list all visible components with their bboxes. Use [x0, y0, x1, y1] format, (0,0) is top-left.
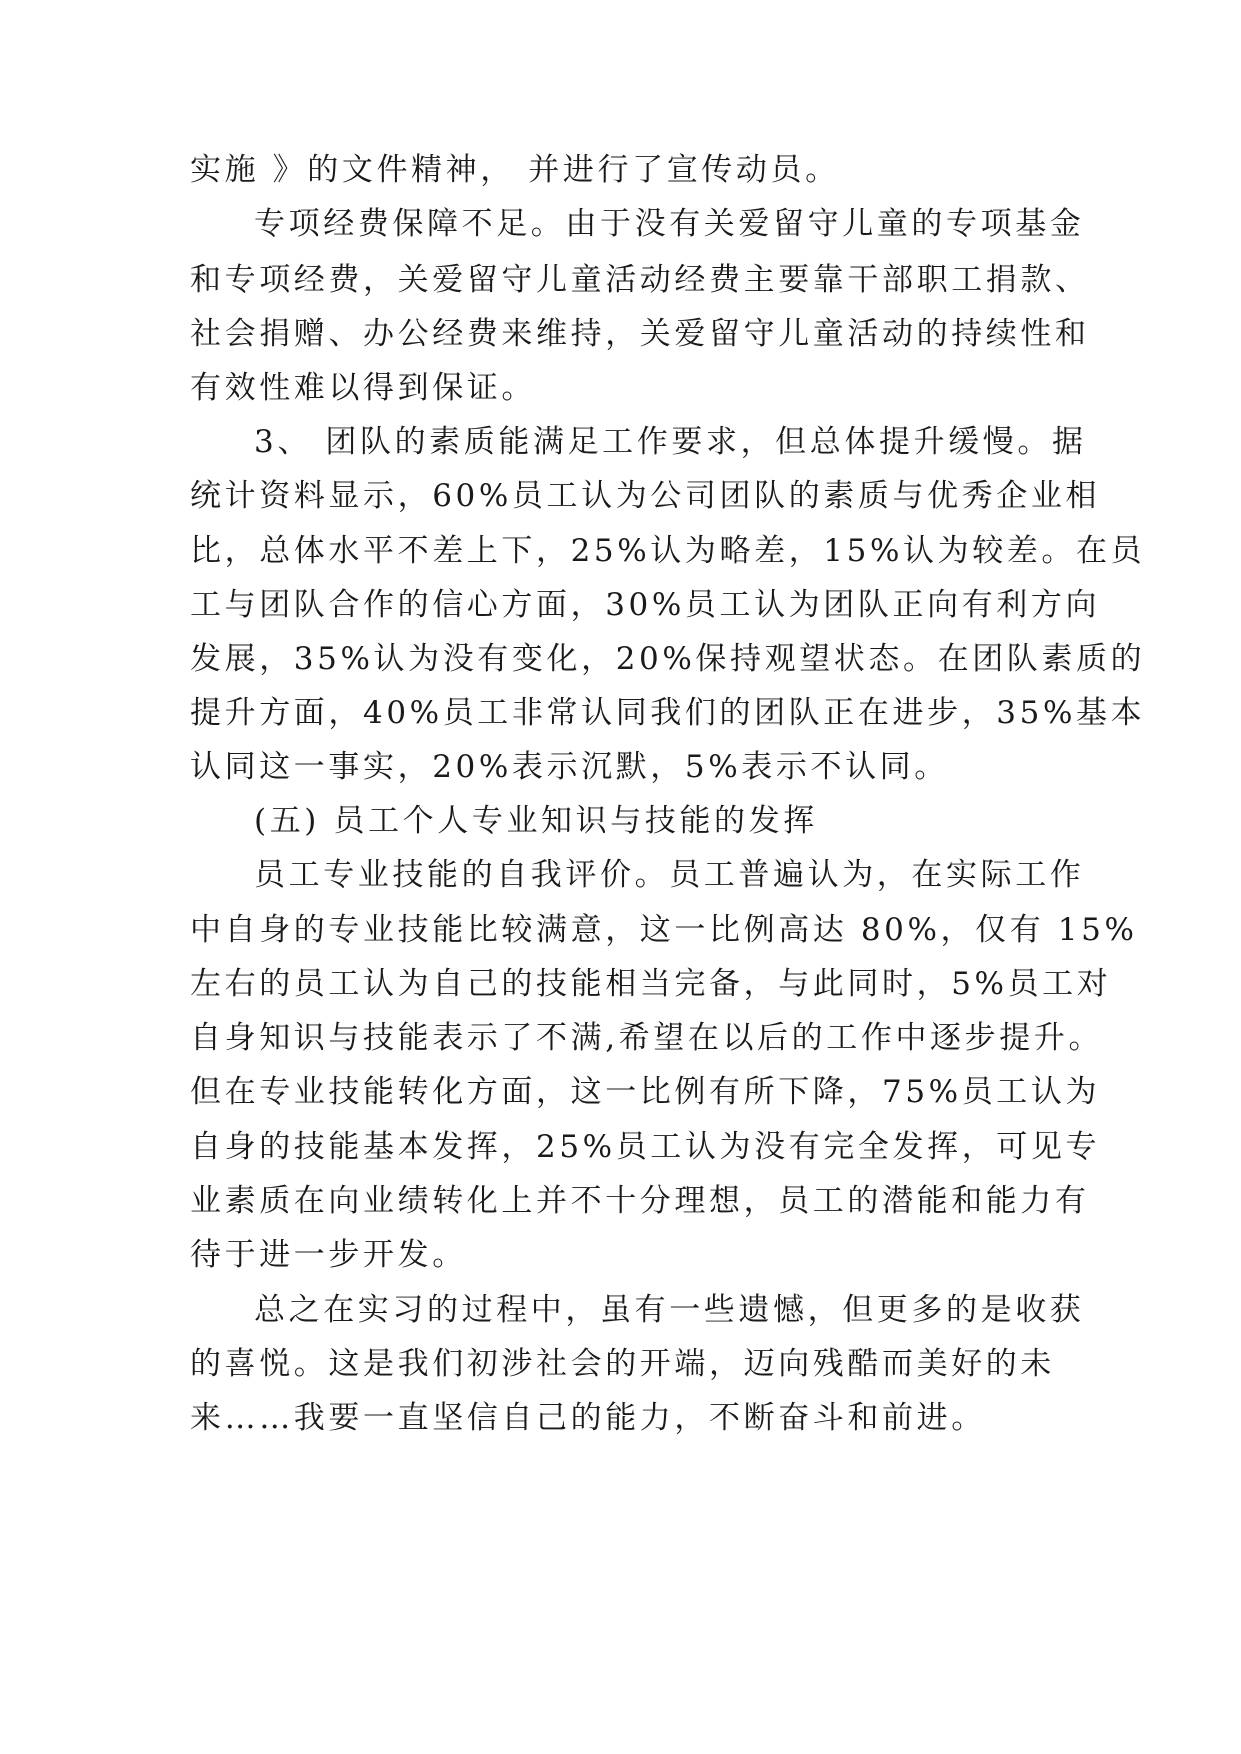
text-line: 比，总体水平不差上下，25%认为略差，15%认为较差。在员	[190, 533, 1146, 569]
section-heading: (五) 员工个人专业知识与技能的发挥	[254, 803, 818, 839]
text-line: 自身的技能基本发挥，25%员工认为没有完全发挥，可见专	[190, 1129, 1101, 1165]
text-line: 发展，35%认为没有变化，20%保持观望状态。在团队素质的	[190, 641, 1146, 677]
text-line: 的喜悦。这是我们初涉社会的开端，迈向残酷而美好的未	[190, 1346, 1055, 1382]
text-line: 和专项经费，关爱留守儿童活动经费主要靠干部职工捐款、	[190, 262, 1090, 298]
text-line: 社会捐赠、办公经费来维持，关爱留守儿童活动的持续性和	[190, 316, 1090, 352]
text-line: 左右的员工认为自己的技能相当完备，与此同时，5%员工对	[190, 966, 1112, 1002]
paragraph-first-line: 专项经费保障不足。由于没有关爱留守儿童的专项基金	[254, 206, 1085, 242]
text-line: 中自身的专业技能比较满意，这一比例高达 80%，仅有 15%	[190, 912, 1138, 948]
text-line: 自身知识与技能表示了不满,希望在以后的工作中逐步提升。	[190, 1020, 1104, 1056]
text-line: 提升方面，40%员工非常认同我们的团队正在进步，35%基本	[190, 695, 1146, 731]
text-line: 实施 》的文件精神， 并进行了宣传动员。	[190, 152, 840, 188]
text-line: 认同这一事实，20%表示沉默，5%表示不认同。	[190, 749, 949, 785]
text-line: 统计资料显示，60%员工认为公司团队的素质与优秀企业相	[190, 478, 1101, 514]
text-line: 但在专业技能转化方面，这一比例有所下降，75%员工认为	[190, 1074, 1101, 1110]
text-line: 有效性难以得到保证。	[190, 370, 536, 406]
text-line: 业素质在向业绩转化上并不十分理想，员工的潜能和能力有	[190, 1183, 1090, 1219]
paragraph-first-line: 3、 团队的素质能满足工作要求，但总体提升缓慢。据	[254, 424, 1087, 460]
text-line: 待于进一步开发。	[190, 1237, 467, 1273]
text-line: 来……我要一直坚信自己的能力，不断奋斗和前进。	[190, 1400, 986, 1436]
paragraph-first-line: 员工专业技能的自我评价。员工普遍认为，在实际工作	[254, 857, 1085, 893]
paragraph-first-line: 总之在实习的过程中，虽有一些遗憾，但更多的是收获	[254, 1292, 1085, 1328]
text-line: 工与团队合作的信心方面，30%员工认为团队正向有利方向	[190, 587, 1101, 623]
